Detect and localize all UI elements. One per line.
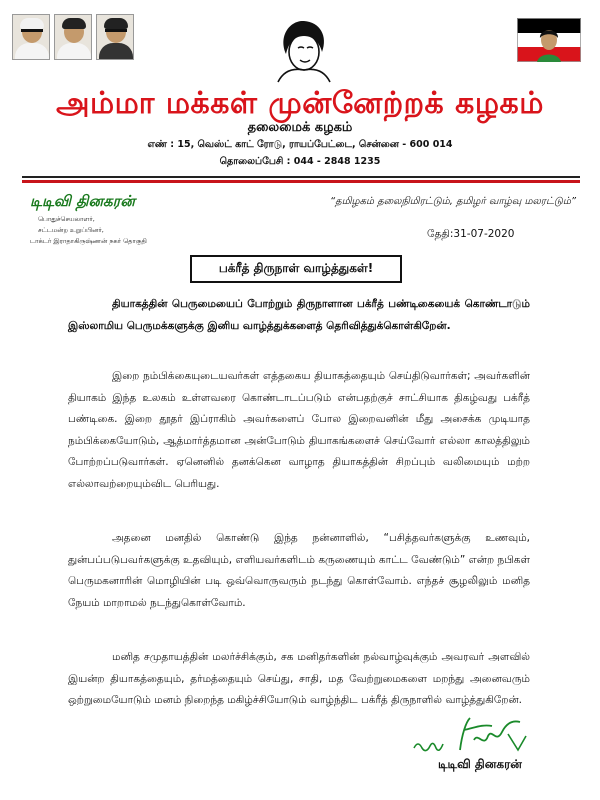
header-divider [22,176,580,178]
header-divider-red [22,180,580,183]
party-flag-icon [517,18,581,62]
sender-role: சட்டமன்ற உறுப்பினர், [38,226,104,234]
sender-name: டிடிவி தினகரன் [30,192,135,210]
leader-portrait [12,14,50,60]
letter-title [190,255,402,283]
body-paragraph: தியாகத்தின் பெருமையைப் போற்றும் திருநாளான பக்ரீத் பண்டிகையைக் கொண்டாடும் இஸ்லாமிய பெருமக்களுக்கு இனிய வாழ்த்துக்களைத் தெரிவித்துக்கொள்கிறேன். [68,298,530,332]
slogan: “தமிழகம் தலைநிமிரட்டும், தமிழர் வாழ்வு மலரட்டும்” [330,196,577,207]
sender-constituency: டாக்டர் இராதாகிருஷ்ணன் நகர் தொகுதி [30,237,147,245]
handwritten-signature [408,714,530,758]
body-paragraph: மனித சமுதாயத்தின் மலர்ச்சிக்கும், சக மனிதர்களின் நல்வாழ்வுக்கும் அவரவர் அளவில் இயன்ற தியாகத்தையும், தர்மத்தையும் செய்து, சாதி, மத வேற்றுமைகளை மறந்து அனைவரும் ஒற்றுமையோடும் மனம் நிறைந்த மகிழ்ச்சியோடும் வாழ்ந்திட பக்ரீத் திருநாளில் வாழ்த்துகிறேன். [68,651,530,706]
body-paragraph: இறை நம்பிக்கையுடையவர்கள் எத்தகைய தியாகத்தையும் செய்திடுவார்கள்; அவர்களின் தியாகம் இந்த உலகம் உள்ளவரை கொண்டாடப்படும் என்பதற்குச் சாட்சியாக திகழ்வது பக்ரீத் பண்டிகை. இறை தூதர் இப்ராகிம் அவர்களைப் போல இறைவனின் மீது அசைக்க முடியாத நம்பிக்கையோடும், ஆத்மார்த்தமான அன்போடும் தியாகங்களைச் செய்வோர் எல்லா காலத்திலும் போற்றப்படுவார்கள். ஏனெனில் தனக்கென வாழாத தியாகத்தின் சிறப்பும் வலிமையும் மற்ற எல்லாவற்றையும்விட பெரியது. [68,370,530,490]
leader-portrait [96,14,134,60]
letter-title-text: பக்ரீத் திருநாள் வாழ்த்துகள்! [218,261,374,275]
headquarters-label: தலைமைக் கழகம் [247,120,353,135]
sender-role: பொதுச்செயலாளர், [38,215,95,223]
body-paragraph: அதனை மனதில் கொண்டு இந்த நன்னாளில், “பசித்தவர்களுக்கு உணவும், துன்பப்படுபவர்களுக்கு உதவியும், எளியவர்களிடம் கருணையும் காட்ட வேண்டும்” என்ற நபிகள் பெருமகனாரின் மொழியின் படி ஒவ்வொருவரும் நடந்து கொள்வோம். எந்தச் சூழலிலும் மனித நேயம் மாறாமல் நடந்துகொள்வோம். [68,532,530,609]
leader-sketch-emblem [268,14,338,84]
address: எண் : 15, வெஸ்ட் காட் ரோடு, ராயப்பேட்டை, சென்னை - 600 014 [147,139,453,150]
party-name: அம்மா மக்கள் முன்னேற்றக் கழகம் [56,86,544,121]
letter-date: தேதி:31-07-2020 [427,228,515,240]
phone-number: தொலைப்பேசி : 044 - 2848 1235 [219,156,381,167]
leader-portraits [12,14,134,60]
signature-name: டிடிவி தினகரன் [438,757,522,771]
leader-portrait [54,14,92,60]
